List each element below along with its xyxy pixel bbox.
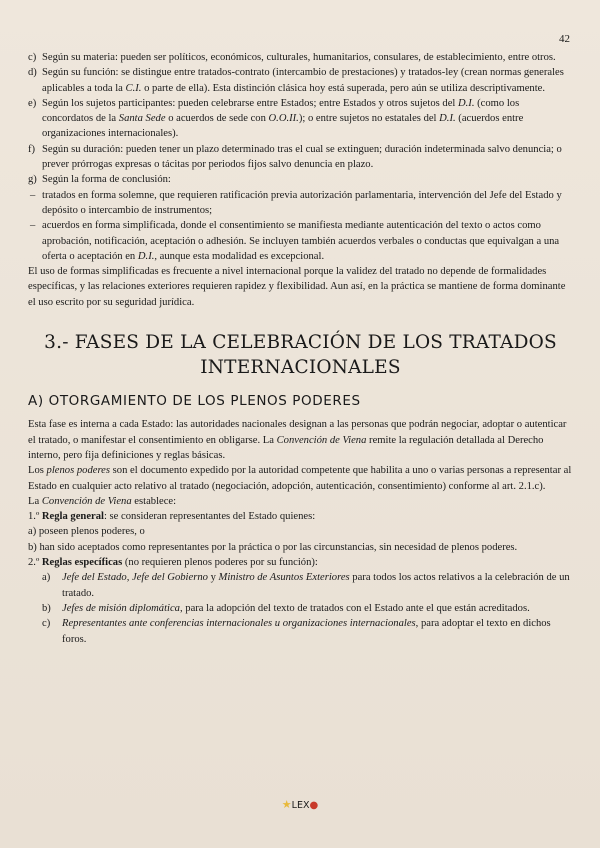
rule-bold-label: Regla general	[41, 511, 104, 523]
text-run: , para la adopción del texto de tratados con el Estado ante el que están acreditados.	[179, 602, 530, 614]
subsection-heading: A) OTORGAMIENTO DE LOS PLENOS PODERES	[28, 393, 361, 410]
italic-run: Representantes ante conferencias internacionales u organizaciones internacionales	[62, 618, 416, 630]
list-item-d	[28, 65, 573, 96]
italic-run: D.I.	[137, 250, 155, 262]
dash-marker: –	[30, 189, 36, 201]
dash-item-text: tratados en forma solemne, que requieren ratificación previa autorización parlamentaria, intervención del Jefe del Estado y depósito o intercambio de instrumentos;	[42, 189, 562, 216]
italic-run: C.I.	[125, 82, 142, 94]
text-run: (no requieren plenos poderes por su función):	[122, 557, 318, 569]
section-heading-line-2: INTERNACIONALES	[200, 357, 401, 379]
list-item-g	[28, 172, 573, 187]
logo-text: LEX	[291, 800, 310, 811]
text-run: La	[28, 495, 42, 507]
list-marker: c)	[28, 52, 37, 63]
rule-specific	[28, 555, 573, 570]
rule-number: 2.º	[28, 557, 42, 569]
dash-item-solemne	[28, 188, 573, 219]
list-marker: f)	[28, 143, 36, 155]
italic-run: Ministro de Asuntos Exteriores	[218, 572, 350, 584]
list-marker: b)	[42, 602, 51, 614]
italic-run: Santa Sede	[118, 113, 166, 125]
text-run: Los	[28, 465, 47, 477]
list-item-f	[28, 142, 573, 173]
rule-general	[28, 509, 573, 524]
text-run: Esta fase es interna a cada Estado: las autoridades nacionales designan a las personas que podrán negociar, adoptar o autenticar el tratado, o manifestar el consentimiento en obligarse. La	[28, 419, 567, 446]
text-run: o parte de ella). Esta distinción clásica hoy está superada, pero aún se utiliza descriptivamente.	[141, 82, 546, 94]
text-run: Según los sujetos participantes: pueden celebrarse entre Estados; entre Estados y otros sujetos del	[42, 97, 458, 109]
star-icon: ★	[281, 798, 292, 811]
text-run: ); o entre sujetos no estatales del	[298, 113, 440, 125]
text-run: para todos los actos relativos a la celebración de un tratado.	[62, 572, 570, 599]
italic-run: D.I.	[458, 97, 475, 109]
text-run: y	[207, 572, 219, 584]
italic-run: D.I.	[439, 113, 456, 125]
italic-run: Jefe del Estado, Jefe del Gobierno	[62, 572, 208, 584]
list-marker: g)	[28, 174, 37, 186]
drop-icon: ●	[309, 800, 319, 811]
text-run: acuerdos en forma simplificada, donde el consentimiento se manifiesta mediante autenticación del texto o actos como aprobación, notificación, aceptación o adhesión. Se incluyen también acuerdos verbales o conductas que equivalgan a una oferta o aceptación en	[42, 220, 560, 262]
dash-item-simplificada	[28, 218, 573, 264]
italic-run: plenos poderes	[46, 465, 111, 477]
list-marker: c)	[42, 618, 51, 630]
text-run: establece:	[131, 495, 177, 507]
body-paragraph	[28, 494, 573, 509]
italic-run: Convención de Viena	[41, 495, 132, 507]
text-run: Según su función: se distingue entre tratados-contrato (intercambio de prestaciones) y tratados-ley (crean normas generales aplicables a toda la	[42, 67, 564, 94]
footer-logo	[0, 798, 600, 811]
rule-general-a: a) poseen plenos poderes, o	[28, 526, 145, 538]
italic-run: O.O.II.	[268, 113, 299, 125]
italic-run: Jefes de misión diplomática	[62, 602, 180, 614]
list-item-text: Según la forma de conclusión:	[42, 174, 171, 186]
section-heading-line-1: 3.- FASES DE LA CELEBRACIÓN DE LOS TRATADOS	[44, 332, 557, 354]
text-run: (acuerdos entre organizaciones internacionales).	[42, 113, 524, 140]
body-paragraph: El uso de formas simplificadas es frecuente a nivel internacional porque la validez del tratado no depende de formalidades específicas, y las relaciones exteriores requieren rapidez y flexibilidad. Aun así, en la práctica se mantiene de forma dominante el uso escrito por su seguridad jurídica.	[28, 266, 566, 308]
text-run: , para adoptar el texto en dichos foros.	[62, 618, 551, 645]
italic-run: Convención de Viena	[276, 434, 367, 446]
dash-marker: –	[30, 220, 36, 232]
body-paragraph	[28, 463, 573, 494]
list-marker: e)	[28, 97, 37, 109]
list-item-text: Según su materia: pueden ser políticos, económicos, culturales, humanitarios, consulares, de establecimiento, entre otros.	[42, 52, 556, 63]
section-heading	[28, 330, 573, 380]
rule-number: 1.º	[28, 511, 42, 523]
body-paragraph	[28, 417, 573, 463]
rule-specific-b	[28, 601, 573, 616]
list-marker: d)	[28, 67, 37, 79]
text-run: o acuerdos de sede con	[165, 113, 269, 125]
rule-specific-c	[28, 616, 573, 647]
text-run: son el documento expedido por la autoridad competente que habilita a uno o varias personas a representar al Estado en cualquier acto relativo al tratado (negociación, adopción, autenticación, consentimiento) conforme al art. 2.1.c).	[28, 465, 572, 492]
text-run: (como los concordatos de la	[42, 97, 520, 125]
list-marker: a)	[42, 572, 51, 584]
list-item-c	[28, 50, 573, 65]
rule-bold-label: Reglas específicas	[41, 557, 123, 569]
rule-general-b: b) han sido aceptados como representantes por la práctica o por las circunstancias, sin necesidad de plenos poderes.	[28, 541, 518, 553]
page-content	[28, 50, 573, 647]
list-item-e	[28, 96, 573, 142]
text-run: remite la regulación detallada al Derecho interno, pero fija definiciones y reglas básicas.	[28, 434, 544, 461]
list-item-text: Según su duración: pueden tener un plazo determinado tras el cual se extinguen; duración indeterminada salvo denuncia; o prever prórrogas expresas o tácitas por periodos fijos salvo denuncia en plazo.	[42, 143, 562, 171]
text-run: : se consideran representantes del Estado quienes:	[103, 511, 316, 523]
page-number: 42	[559, 33, 570, 45]
rule-specific-a	[28, 570, 573, 601]
text-run: , aunque esta modalidad es excepcional.	[154, 250, 325, 262]
